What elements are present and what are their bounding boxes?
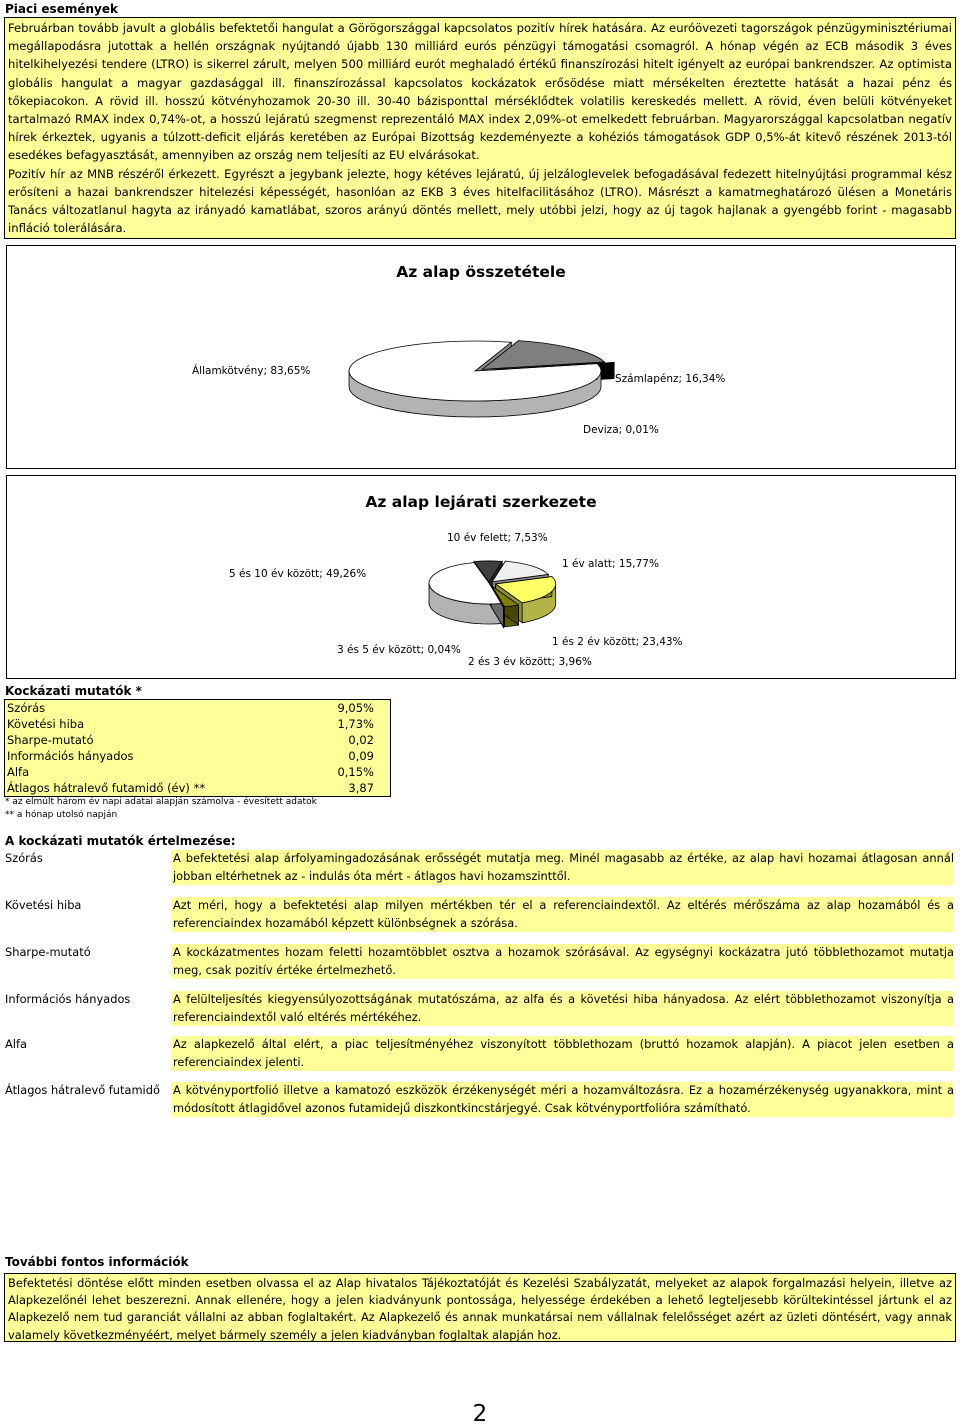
interp-term: Információs hányados	[5, 992, 131, 1006]
risk-row-informacios	[5, 748, 390, 764]
risk-value: 0,15%	[337, 765, 374, 779]
interp-text: A kockázatmentes hozam feletti hozamtöbblet osztva a hozamok szórásával. Az egységnyi kockázatra jutó többlethozamot mutatja meg, csak pozitív értéke értelmezhető.	[171, 944, 954, 979]
risk-row-sharpe	[5, 732, 390, 748]
pie1-label-deviza: Deviza; 0,01%	[583, 424, 659, 436]
composition-pie	[7, 246, 957, 470]
interp-term: Szórás	[5, 851, 43, 865]
risk-value: 3,87	[348, 781, 374, 795]
maturity-pie	[7, 476, 957, 680]
pie2-label-1-alatt: 1 év alatt; 15,77%	[562, 558, 659, 570]
interp-text: A felülteljesítés kiegyensúlyozottságának mutatószáma, az alfa és a követési hiba hányadosa. Az elért többlethozamot viszonyítja a referenciaindextől való eltérés mértékéhez.	[171, 991, 954, 1026]
risk-value: 0,09	[348, 749, 374, 763]
pie2-label-3-5: 3 és 5 év között; 0,04%	[337, 644, 461, 656]
interp-term: Sharpe-mutató	[5, 945, 91, 959]
interp-text: Az alapkezelő által elért, a piac teljesítményéhez viszonyított többlethozam (bruttó hozamok alapján). A piacot jelen esetben a referenciaindex jelenti.	[171, 1036, 954, 1071]
risk-value: 0,02	[348, 733, 374, 747]
market-news-box	[4, 17, 956, 239]
info-heading: További fontos információk	[5, 1255, 189, 1269]
interp-text: A kötvényportfolió illetve a kamatozó eszközök érzékenységét méri a hozamváltozásra. Ez a hozamérzékenység ugyanakkora, mint a módosított átlagidővel azonos futamidejű diszkontkincstárjegyé. Csak kötvényportfolióra számítható.	[171, 1082, 954, 1117]
interp-term: Alfa	[5, 1037, 27, 1051]
risk-footnote-2: ** a hónap utolsó napján	[5, 810, 118, 820]
market-heading: Piaci események	[5, 2, 118, 16]
risk-table	[4, 699, 391, 797]
risk-heading: Kockázati mutatók *	[5, 684, 142, 698]
info-text: Befektetési döntése előtt minden esetben olvassa el az Alap hivatalos Tájékoztatóját és Kezelési Szabályzatát, melyeket az alapok forgalmazási helyein, illetve az Alapkezelőnél lehet beszerezni. Annak ellenére, hogy a jelen kiadványunk pontossága, helyessége érdekében a lehető legteljesebb körültekintéssel jártunk el az Alapkezelő nem tud garanciát vállalni az abban foglaltakért. Az Alapkezelő és annak munkatársai nem vállalnak felelősséget azért az üzleti döntésért, vagy annak valamely következményéért, melyet bármely személy a jelen kiadványban foglaltak alapján hoz.	[4, 1273, 956, 1342]
interp-heading: A kockázati mutatók értelmezése:	[5, 834, 236, 848]
maturity-chart-title: Az alap lejárati szerkezete	[365, 493, 597, 511]
risk-row-szoras	[5, 700, 390, 716]
risk-footnote-1: * az elmúlt három év napi adatai alapján számolva - évesített adatok	[5, 797, 317, 807]
risk-value: 1,73%	[337, 717, 374, 731]
pie2-label-2-3: 2 és 3 év között; 3,96%	[468, 656, 592, 668]
risk-row-kovetesi-hiba	[5, 716, 390, 732]
risk-label: Szórás	[7, 701, 46, 715]
maturity-chart	[6, 475, 956, 679]
pie1-label-allamkotveny: Államkötvény; 83,65%	[192, 365, 311, 377]
risk-label: Sharpe-mutató	[7, 733, 94, 747]
interp-term: Követési hiba	[5, 898, 82, 912]
risk-row-alfa	[5, 764, 390, 780]
interp-text: A befektetési alap árfolyamingadozásának erősségét mutatja meg. Minél magasabb az értéke, az alap havi hozamai átlagosan annál jobban eltérhetnek az - indulás óta mért - átlagos havi hozamszinttől.	[171, 850, 954, 885]
risk-value: 9,05%	[337, 701, 374, 715]
page-number: 2	[472, 1401, 488, 1427]
interp-term: Átlagos hátralevő futamidő	[5, 1083, 160, 1097]
pie1-label-szamlapenz: Számlapénz; 16,34%	[615, 373, 726, 385]
market-paragraph-2: Pozitív hír az MNB részéről érkezett. Egyrészt a jegybank jelezte, hogy kétéves lejáratú, új jelzáloglevelek befogadásával fedezett hitelnyújtási programmal kész erősíteni a hazai bankrendszer hitelezési képességét, hasonlóan az EKB 3 éves hitelfacilitásához (LTRO). Másrészt a kamatmeghatározó ülésen a Monetáris Tanács változatlanul hagyta az irányadó kamatlábat, szoros arányú döntés mellett, mely utóbbi jelzi, hogy az új tagok hajlanak a gyengébb forint - magasabb infláció tolerálására.	[8, 166, 952, 236]
risk-label: Alfa	[7, 765, 30, 779]
pie2-label-5-10: 5 és 10 év között; 49,26%	[229, 568, 367, 580]
pie2-label-10-felett: 10 év felett; 7,53%	[447, 532, 548, 544]
market-paragraph-1: Februárban tovább javult a globális befektetői hangulat a Görögországgal kapcsolatos pozitív hírek hatására. Az euróövezeti tagországok pénzügyminisztériumai megállapodásra jutottak a hellén országnak nyújtandó újabb 130 milliárd eurós pénzügyi támogatási csomagról. A hónap végén az ECB második 3 éves hitelkihelyezési tendere (LTRO) is sikerrel zárult, melyen 500 milliárd eurót meghaladó értékű finanszírozási hitelt igényelt az európai bankrendszer. Az optimista globális hangulat a magyar gazdasággal ill. finanszírozással kapcsolatos kockázatok erősödése miatt mérsékelten éreztette hatását a hazai pénz és tőkepiacokon. A rövid ill. hosszú kötvényhozamok 20-30 ill. 30-40 bázisponttal mérséklődtek volatilis kereskedés mellett. A rövid, éven belüli kötvényeket tartalmazó RMAX index 0,74%-ot, a hosszú lejáratú szegmenst reprezentáló MAX index 2,09%-ot emelkedett februárban. Magyarországgal kapcsolatban negatív hírek érkeztek, ugyanis a túlzott-deficit eljárás keretében az Európai Bizottság kezdeményezte a kohéziós támogatások GDP 0,5%-át kitevő részének 2013-tól esedékes befagyasztását, amennyiben az ország nem teljesíti az EU elvárásokat.	[8, 21, 952, 163]
interp-text: Azt méri, hogy a befektetési alap milyen mértékben tér el a referenciaindextől. Az eltérés mérőszáma az alap hozamából és a referenciaindex hozamából képzett különbségnek a szórása.	[171, 897, 954, 932]
risk-row-futamido	[5, 780, 390, 796]
pie2-label-1-2: 1 és 2 év között; 23,43%	[552, 636, 683, 648]
risk-label: Információs hányados	[7, 749, 134, 763]
risk-label: Átlagos hátralevő futamidő (év) **	[7, 781, 206, 795]
composition-chart-title: Az alap összetétele	[396, 263, 566, 281]
risk-label: Követési hiba	[7, 717, 85, 731]
composition-chart	[6, 245, 956, 469]
